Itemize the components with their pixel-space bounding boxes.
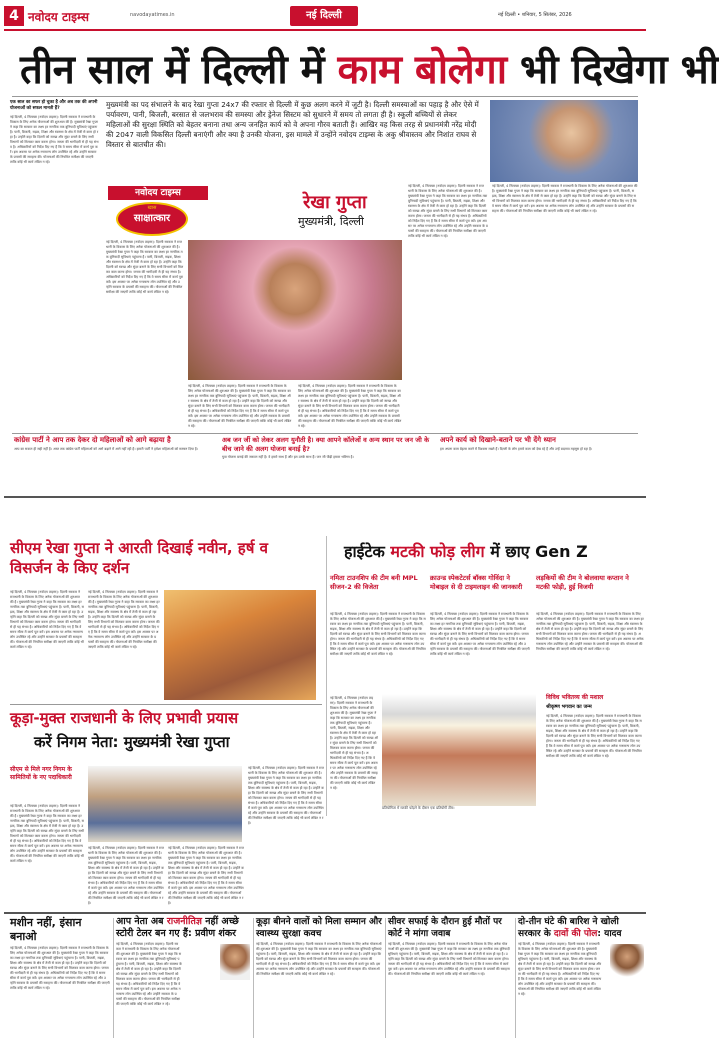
gen-z-headline bbox=[344, 540, 644, 568]
arti-headline: सीएम रेखा गुप्ता ने आरती दिखाई नवीन, हर्ष व विसर्जन के किए दर्शन bbox=[10, 539, 269, 577]
qbox-congress-body: आप का सवाल ही सही नहीं है। आज तक कांग्रेस पार्टी महिलाओं को आगे बढ़ाने में आगे नहीं रही है। हमारी पार्टी ने हमेशा महिलाओं को सम्मान दिया है। bbox=[14, 447, 199, 451]
interview-tag-big: साक्षात्कार bbox=[133, 213, 171, 224]
kuda-headline-2: करें निगम नेता: मुख्यमंत्री रेखा गुप्ता bbox=[34, 733, 230, 751]
qbox-gen-z-title: अब जन जीं को लेकर अलग युनौती है। क्या आपने कॉलेजों व अन्य स्थान पर जन जी के बीच जाने की अलग योजना बनाई है? bbox=[222, 436, 430, 453]
gen-z-col-3: नई दिल्ली, 4 सितम्बर (नवोदय टाइम्स): दिल्ली सरकार ने राजधानी के विकास के लिए अनेक योजनाओं की शुरुआत की है। मुख्यमंत्री रेखा गुप्ता ने कहा कि सरकार का लक्ष्य हर नागरिक तक बुनियादी सुविधाएं पहुंचाना है। पानी, बिजली, सड़क, शिक्षा और स्वास्थ्य के क्षेत्र में तेजी से काम हो रहा है। उन्होंने कहा कि दिल्ली को स्वच्छ और सुंदर बनाने के लिए सभी विभागों को मिलकर काम करना होगा। जनता की भागीदारी से ही यह संभव है। अधिकारियों को निर्देश दिए गए हैं कि वे समय सीमा में कार्य पूरा करें। इस अवसर पर अनेक गणमान्य लोग उपस्थित रहे और उन्होंने सरकार के प्रयासों की सराहना की। योजनाओं की नियमित समीक्षा की जाएगी ताकि कोई भी कार्य लंबित न रहे। bbox=[536, 612, 644, 651]
interview-designation: मुख्यमंत्री, दिल्ली bbox=[298, 215, 364, 228]
gen-z-right-col: नई दिल्ली, 4 सितम्बर (नवोदय टाइम्स): दिल्ली सरकार ने राजधानी के विकास के लिए अनेक योजनाओं की शुरुआत की है। मुख्यमंत्री रेखा गुप्ता ने कहा कि सरकार का लक्ष्य हर नागरिक तक बुनियादी सुविधाएं पहुंचाना है। पानी, बिजली, सड़क, शिक्षा और स्वास्थ्य के क्षेत्र में तेजी से काम हो रहा है। उन्होंने कहा कि दिल्ली को स्वच्छ और सुंदर बनाने के लिए सभी विभागों को मिलकर काम करना होगा। जनता की भागीदारी से ही यह संभव है। अधिकारियों को निर्देश दिए गए हैं कि वे समय सीमा में कार्य पूरा करें। इस अवसर पर अनेक गणमान्य लोग उपस्थित रहे और उन्होंने सरकार के प्रयासों की सराहना की। योजनाओं की नियमित समीक्षा की जाएगी ताकि कोई भी कार्य लंबित न रहे। bbox=[546, 714, 642, 758]
qbox-gen-z-body: युवा योजना बनाई की जरूरत नहीं है। वे हमारे साथ हैं और हम उनके साथ हैं। जन जी पीढ़ी हमारा भविष्य है। bbox=[222, 455, 354, 459]
bottom-story-4-title: सीवर सफाई के दौरान हुई मौतों पर कोर्ट ने मांगा जवाब bbox=[388, 917, 502, 939]
cm-portrait-top bbox=[490, 100, 638, 182]
bottom-story-5-title bbox=[518, 916, 644, 940]
matki-photo-caption: प्रतियोगिता में मटकी फोड़ने के दौरान एक प्रतियोगी टीम। bbox=[382, 806, 455, 810]
bottom-story-4 bbox=[388, 916, 512, 1038]
masthead-url: navodayatimes.in bbox=[130, 12, 175, 18]
qbox-congress-title: कांग्रेस पार्टी ने आप तक देकर दो महिलाओं को आगे बढ़ाया है bbox=[14, 436, 171, 444]
gen-z-col-left: नई दिल्ली, 4 सितम्बर (नवोदय टाइम्स): दिल्ली सरकार ने राजधानी के विकास के लिए अनेक योजनाओं की शुरुआत की है। मुख्यमंत्री रेखा गुप्ता ने कहा कि सरकार का लक्ष्य हर नागरिक तक बुनियादी सुविधाएं पहुंचाना है। पानी, बिजली, सड़क, शिक्षा और स्वास्थ्य के क्षेत्र में तेजी से काम हो रहा है। उन्होंने कहा कि दिल्ली को स्वच्छ और सुंदर बनाने के लिए सभी विभागों को मिलकर काम करना होगा। जनता की भागीदारी से ही यह संभव है। अधिकारियों को निर्देश दिए गए हैं कि वे समय सीमा में कार्य पूरा करें। इस अवसर पर अनेक गणमान्य लोग उपस्थित रहे और उन्होंने सरकार के प्रयासों की सराहना की। योजनाओं की नियमित समीक्षा की जाएगी ताकि कोई भी कार्य लंबित न रहे। bbox=[330, 696, 378, 790]
gen-z-sub-2: क्राउन्ड स्पेकटेटर्स बॉक्स गोविंदा ने मोबाइल से दी टाइमलाइन की जानकारी bbox=[430, 574, 523, 591]
gen-z-sub-1: नमिता टाउनशिप की टीम बनी MPL सीजन-2 की विजेता bbox=[330, 574, 418, 591]
qbox-work-body: हम अपना काम बेहतर करने में विश्वास रखते हैं। दिल्ली के लोग हमारे काम को देख रहे हैं और उन्हें बदलाव महसूस हो रहा है। bbox=[440, 447, 593, 451]
bottom-story-1-body: नई दिल्ली, 4 सितम्बर (नवोदय टाइम्स): दिल्ली सरकार ने राजधानी के विकास के लिए अनेक योजनाओं की शुरुआत की है। मुख्यमंत्री रेखा गुप्ता ने कहा कि सरकार का लक्ष्य हर नागरिक तक बुनियादी सुविधाएं पहुंचाना है। पानी, बिजली, सड़क, शिक्षा और स्वास्थ्य के क्षेत्र में तेजी से काम हो रहा है। उन्होंने कहा कि दिल्ली को स्वच्छ और सुंदर बनाने के लिए सभी विभागों को मिलकर काम करना होगा। जनता की भागीदारी से ही यह संभव है। अधिकारियों को निर्देश दिए गए हैं कि वे समय सीमा में कार्य पूरा करें। इस अवसर पर अनेक गणमान्य लोग उपस्थित रहे और उन्होंने सरकार के प्रयासों की सराहना की। योजनाओं की नियमित समीक्षा की जाएगी ताकि कोई भी कार्य लंबित न रहे। bbox=[10, 946, 110, 990]
bottom-story-3-title: कूड़ा बीनने वालों को मिला सम्मान और स्वास्थ्य सुरक्षा कवच bbox=[256, 917, 382, 939]
interview-col-4: नई दिल्ली, 4 सितम्बर (नवोदय टाइम्स): दिल्ली सरकार ने राजधानी के विकास के लिए अनेक योजनाओं की शुरुआत की है। मुख्यमंत्री रेखा गुप्ता ने कहा कि सरकार का लक्ष्य हर नागरिक तक बुनियादी सुविधाएं पहुंचाना है। पानी, बिजली, सड़क, शिक्षा और स्वास्थ्य के क्षेत्र में तेजी से काम हो रहा है। उन्होंने कहा कि दिल्ली को स्वच्छ और सुंदर बनाने के लिए सभी विभागों को मिलकर काम करना होगा। जनता की भागीदारी से ही यह संभव है। अधिकारियों को निर्देश दिए गए हैं कि वे समय सीमा में कार्य पूरा करें। इस अवसर पर अनेक गणमान्य लोग उपस्थित रहे और उन्होंने सरकार के प्रयासों की सराहना की। योजनाओं की नियमित समीक्षा की जाएगी ताकि कोई भी कार्य लंबित न रहे। bbox=[298, 384, 402, 428]
headline-highlight: काम बोलेगा bbox=[337, 47, 507, 93]
section-rule-1 bbox=[4, 496, 646, 498]
bottom-divider-2 bbox=[253, 918, 254, 1038]
interview-col-5: नई दिल्ली, 4 सितम्बर (नवोदय टाइम्स): दिल्ली सरकार ने राजधानी के विकास के लिए अनेक योजनाओं की शुरुआत की है। मुख्यमंत्री रेखा गुप्ता ने कहा कि सरकार का लक्ष्य हर नागरिक तक बुनियादी सुविधाएं पहुंचाना है। पानी, बिजली, सड़क, शिक्षा और स्वास्थ्य के क्षेत्र में तेजी से काम हो रहा है। उन्होंने कहा कि दिल्ली को स्वच्छ और सुंदर बनाने के लिए सभी विभागों को मिलकर काम करना होगा। जनता की भागीदारी से ही यह संभव है। अधिकारियों को निर्देश दिए गए हैं कि वे समय सीमा में कार्य पूरा करें। इस अवसर पर अनेक गणमान्य लोग उपस्थित रहे और उन्होंने सरकार के प्रयासों की सराहना की। योजनाओं की नियमित समीक्षा की जाएगी ताकि कोई भी कार्य लंबित न रहे। bbox=[408, 184, 488, 238]
masthead-logo: नवोदय टाइम्स bbox=[28, 10, 90, 24]
bottom-story-2 bbox=[116, 916, 250, 1038]
arti-photo bbox=[164, 590, 316, 700]
headline-part2: भी दिखेगा भी bbox=[506, 47, 719, 93]
praveen-shankar-photo bbox=[220, 944, 250, 980]
gen-z-right-sub: श्रीकृष्ण भगवान का जन्म bbox=[546, 704, 592, 710]
bottom-story-3 bbox=[256, 916, 382, 1038]
lead-paragraph: मुख्यमंत्री का पद संभालने के बाद रेखा गुप्ता 24x7 की रफ्तार से दिल्ली में कुछ अलग करने में जुटी है। दिल्ली समस्याओं का पहाड़ है और ऐसे में पर्यावरण, पानी, बिजली, बरसात से जलभराव की समस्या और ड्रेनेज सिस्टम को सुधारने में समय तो लगता ही है। स्कूली बच्चियों से लेकर महिलाओं की सुरक्षा स्थिति को बेहतर बनाना तथा अन्य जनहित कार्य को वे अपना गौरव बताती हैं। आखिर वह किस तरह से प्रधानमंत्री नरेंद्र मोदी की 2047 वाली विकसित दिल्ली बनाएंगी और क्या है उनकी योजना, इस मामले में उन्होंने नवोदय टाइम्स के अकु श्रीवास्तव और निशांत राघव से विस्तार से बातचीत की। bbox=[106, 100, 479, 149]
gen-z-highlight: मटकी फोड़ लीग bbox=[390, 542, 485, 561]
interview-col-1 bbox=[10, 100, 100, 430]
kuda-col-3: नई दिल्ली, 4 सितम्बर (नवोदय टाइम्स): दिल्ली सरकार ने राजधानी के विकास के लिए अनेक योजनाओं की शुरुआत की है। मुख्यमंत्री रेखा गुप्ता ने कहा कि सरकार का लक्ष्य हर नागरिक तक बुनियादी सुविधाएं पहुंचाना है। पानी, बिजली, सड़क, शिक्षा और स्वास्थ्य के क्षेत्र में तेजी से काम हो रहा है। उन्होंने कहा कि दिल्ली को स्वच्छ और सुंदर बनाने के लिए सभी विभागों को मिलकर काम करना होगा। जनता की भागीदारी से ही यह संभव है। अधिकारियों को निर्देश दिए गए हैं कि वे समय सीमा में कार्य पूरा करें। इस अवसर पर अनेक गणमान्य लोग उपस्थित रहे और उन्होंने सरकार के प्रयासों की सराहना की। योजनाओं की नियमित समीक्षा की जाएगी ताकि कोई भी कार्य लंबित न रहे। bbox=[168, 846, 244, 905]
kuda-box-title: सीएम से मिले नगर निगम के सामितियों के नए पदाधिकारी bbox=[10, 766, 72, 781]
qbox-work bbox=[440, 436, 638, 492]
interview-name: रेखा गुप्ता bbox=[303, 192, 367, 213]
headline-part1: तीन साल में दिल्ली में bbox=[20, 47, 338, 93]
bottom-story-5 bbox=[518, 916, 644, 1038]
matki-phod-photo bbox=[382, 694, 536, 806]
date-line: नई दिल्ली • शनिवार, 5 सितंबर, 2026 bbox=[498, 12, 572, 18]
section-split bbox=[326, 536, 327, 816]
gen-z-col-1: नई दिल्ली, 4 सितम्बर (नवोदय टाइम्स): दिल्ली सरकार ने राजधानी के विकास के लिए अनेक योजनाओं की शुरुआत की है। मुख्यमंत्री रेखा गुप्ता ने कहा कि सरकार का लक्ष्य हर नागरिक तक बुनियादी सुविधाएं पहुंचाना है। पानी, बिजली, सड़क, शिक्षा और स्वास्थ्य के क्षेत्र में तेजी से काम हो रहा है। उन्होंने कहा कि दिल्ली को स्वच्छ और सुंदर बनाने के लिए सभी विभागों को मिलकर काम करना होगा। जनता की भागीदारी से ही यह संभव है। अधिकारियों को निर्देश दिए गए हैं कि वे समय सीमा में कार्य पूरा करें। इस अवसर पर अनेक गणमान्य लोग उपस्थित रहे और उन्होंने सरकार के प्रयासों की सराहना की। योजनाओं की नियमित समीक्षा की जाएगी ताकि कोई भी कार्य लंबित न रहे। bbox=[330, 612, 426, 656]
bottom-story-4-body: नई दिल्ली, 4 सितम्बर (नवोदय टाइम्स): दिल्ली सरकार ने राजधानी के विकास के लिए अनेक योजनाओं की शुरुआत की है। मुख्यमंत्री रेखा गुप्ता ने कहा कि सरकार का लक्ष्य हर नागरिक तक बुनियादी सुविधाएं पहुंचाना है। पानी, बिजली, सड़क, शिक्षा और स्वास्थ्य के क्षेत्र में तेजी से काम हो रहा है। उन्होंने कहा कि दिल्ली को स्वच्छ और सुंदर बनाने के लिए सभी विभागों को मिलकर काम करना होगा। जनता की भागीदारी से ही यह संभव है। अधिकारियों को निर्देश दिए गए हैं कि वे समय सीमा में कार्य पूरा करें। इस अवसर पर अनेक गणमान्य लोग उपस्थित रहे और उन्होंने सरकार के प्रयासों की सराहना की। योजनाओं की नियमित समीक्षा की जाएगी ताकि कोई भी कार्य लंबित न रहे। bbox=[388, 942, 510, 976]
arti-col-1: नई दिल्ली, 4 सितम्बर (नवोदय टाइम्स): दिल्ली सरकार ने राजधानी के विकास के लिए अनेक योजनाओं की शुरुआत की है। मुख्यमंत्री रेखा गुप्ता ने कहा कि सरकार का लक्ष्य हर नागरिक तक बुनियादी सुविधाएं पहुंचाना है। पानी, बिजली, सड़क, शिक्षा और स्वास्थ्य के क्षेत्र में तेजी से काम हो रहा है। उन्होंने कहा कि दिल्ली को स्वच्छ और सुंदर बनाने के लिए सभी विभागों को मिलकर काम करना होगा। जनता की भागीदारी से ही यह संभव है। अधिकारियों को निर्देश दिए गए हैं कि वे समय सीमा में कार्य पूरा करें। इस अवसर पर अनेक गणमान्य लोग उपस्थित रहे और उन्होंने सरकार के प्रयासों की सराहना की। योजनाओं की नियमित समीक्षा की जाएगी ताकि कोई भी कार्य लंबित न रहे। bbox=[10, 590, 85, 649]
bottom-divider-4 bbox=[515, 918, 516, 1038]
bottom-story-1 bbox=[10, 916, 110, 1038]
city-tab: नई दिल्ली bbox=[290, 6, 358, 26]
bottom-story-2-body: नई दिल्ली, 4 सितम्बर (नवोदय टाइम्स): दिल्ली सरकार ने राजधानी के विकास के लिए अनेक योजनाओं की शुरुआत की है। मुख्यमंत्री रेखा गुप्ता ने कहा कि सरकार का लक्ष्य हर नागरिक तक बुनियादी सुविधाएं पहुंचाना है। पानी, बिजली, सड़क, शिक्षा और स्वास्थ्य के क्षेत्र में तेजी से काम हो रहा है। उन्होंने कहा कि दिल्ली को स्वच्छ और सुंदर बनाने के लिए सभी विभागों को मिलकर काम करना होगा। जनता की भागीदारी से ही यह संभव है। अधिकारियों को निर्देश दिए गए हैं कि वे समय सीमा में कार्य पूरा करें। इस अवसर पर अनेक गणमान्य लोग उपस्थित रहे और उन्होंने सरकार के प्रयासों की सराहना की। योजनाओं की नियमित समीक्षा की जाएगी ताकि कोई भी कार्य लंबित न रहे। bbox=[116, 942, 182, 1006]
bottom-divider-3 bbox=[385, 918, 386, 1038]
gen-z-headline-1: हाईटेक bbox=[344, 542, 391, 561]
qbox-congress bbox=[14, 436, 214, 492]
brand-tag: नवोदय टाइम्स bbox=[108, 186, 208, 200]
bottom-story-5-title-1: दो-तीन घंटे की बारिश ने खोली सरकार के bbox=[518, 917, 619, 939]
bottom-story-2-title-2: नहीं अच्छे स्टोरी टेलर बन गए हैं: प्रवीण शंकर bbox=[116, 916, 239, 939]
interview-col-2: नई दिल्ली, 4 सितम्बर (नवोदय टाइम्स): दिल्ली सरकार ने राजधानी के विकास के लिए अनेक योजनाओं की शुरुआत की है। मुख्यमंत्री रेखा गुप्ता ने कहा कि सरकार का लक्ष्य हर नागरिक तक बुनियादी सुविधाएं पहुंचाना है। पानी, बिजली, सड़क, शिक्षा और स्वास्थ्य के क्षेत्र में तेजी से काम हो रहा है। उन्होंने कहा कि दिल्ली को स्वच्छ और सुंदर बनाने के लिए सभी विभागों को मिलकर काम करना होगा। जनता की भागीदारी से ही यह संभव है। अधिकारियों को निर्देश दिए गए हैं कि वे समय सीमा में कार्य पूरा करें। इस अवसर पर अनेक गणमान्य लोग उपस्थित रहे और उन्होंने सरकार के प्रयासों की सराहना की। योजनाओं की नियमित समीक्षा की जाएगी ताकि कोई भी कार्य लंबित न रहे। bbox=[106, 240, 184, 294]
bottom-story-1-title: मशीन नहीं, इंसान बनाओ bbox=[10, 916, 82, 943]
bottom-story-3-body: नई दिल्ली, 4 सितम्बर (नवोदय टाइम्स): दिल्ली सरकार ने राजधानी के विकास के लिए अनेक योजनाओं की शुरुआत की है। मुख्यमंत्री रेखा गुप्ता ने कहा कि सरकार का लक्ष्य हर नागरिक तक बुनियादी सुविधाएं पहुंचाना है। पानी, बिजली, सड़क, शिक्षा और स्वास्थ्य के क्षेत्र में तेजी से काम हो रहा है। उन्होंने कहा कि दिल्ली को स्वच्छ और सुंदर बनाने के लिए सभी विभागों को मिलकर काम करना होगा। जनता की भागीदारी से ही यह संभव है। अधिकारियों को निर्देश दिए गए हैं कि वे समय सीमा में कार्य पूरा करें। इस अवसर पर अनेक गणमान्य लोग उपस्थित रहे और उन्होंने सरकार के प्रयासों की सराहना की। योजनाओं की नियमित समीक्षा की जाएगी ताकि कोई भी कार्य लंबित न रहे। bbox=[256, 942, 382, 976]
kuda-col-1: नई दिल्ली, 4 सितम्बर (नवोदय टाइम्स): दिल्ली सरकार ने राजधानी के विकास के लिए अनेक योजनाओं की शुरुआत की है। मुख्यमंत्री रेखा गुप्ता ने कहा कि सरकार का लक्ष्य हर नागरिक तक बुनियादी सुविधाएं पहुंचाना है। पानी, बिजली, सड़क, शिक्षा और स्वास्थ्य के क्षेत्र में तेजी से काम हो रहा है। उन्होंने कहा कि दिल्ली को स्वच्छ और सुंदर बनाने के लिए सभी विभागों को मिलकर काम करना होगा। जनता की भागीदारी से ही यह संभव है। अधिकारियों को निर्देश दिए गए हैं कि वे समय सीमा में कार्य पूरा करें। इस अवसर पर अनेक गणमान्य लोग उपस्थित रहे और उन्होंने सरकार के प्रयासों की सराहना की। योजनाओं की नियमित समीक्षा की जाएगी ताकि कोई भी कार्य लंबित न रहे। bbox=[10, 804, 85, 863]
arti-col-2: नई दिल्ली, 4 सितम्बर (नवोदय टाइम्स): दिल्ली सरकार ने राजधानी के विकास के लिए अनेक योजनाओं की शुरुआत की है। मुख्यमंत्री रेखा गुप्ता ने कहा कि सरकार का लक्ष्य हर नागरिक तक बुनियादी सुविधाएं पहुंचाना है। पानी, बिजली, सड़क, शिक्षा और स्वास्थ्य के क्षेत्र में तेजी से काम हो रहा है। उन्होंने कहा कि दिल्ली को स्वच्छ और सुंदर बनाने के लिए सभी विभागों को मिलकर काम करना होगा। जनता की भागीदारी से ही यह संभव है। अधिकारियों को निर्देश दिए गए हैं कि वे समय सीमा में कार्य पूरा करें। इस अवसर पर अनेक गणमान्य लोग उपस्थित रहे और उन्होंने सरकार के प्रयासों की सराहना की। योजनाओं की नियमित समीक्षा की जाएगी ताकि कोई भी कार्य लंबित न रहे। bbox=[88, 590, 160, 649]
bottom-story-2-title bbox=[116, 916, 250, 940]
bottom-story-2-highlight: राजनीतिज्ञ bbox=[166, 916, 202, 927]
gen-z-sub-3: लड़कियों की टीम ने बोलवाया कप्तान ने मटकी फोड़ी, हुई विजयी bbox=[536, 574, 629, 591]
interview-tag-small: खास bbox=[147, 205, 157, 211]
main-headline bbox=[20, 46, 719, 94]
col1-intro: एक साल का सफर हो चुका है और अब तक की अपनी योजनाओं को सफल मानती हैं? bbox=[10, 100, 98, 111]
kuda-photo bbox=[88, 766, 242, 842]
page-number: 4 bbox=[4, 6, 24, 26]
qbox-work-title: अपने कार्य को दिखाने-बताने पर भी देंगे ध्यान bbox=[440, 436, 556, 444]
interview-seal bbox=[116, 202, 188, 236]
bottom-story-5-highlight: दावों की पोल bbox=[553, 929, 598, 939]
qbox-gen-z bbox=[222, 436, 432, 492]
qbox-rule bbox=[12, 433, 638, 434]
kuda-rule bbox=[10, 704, 322, 705]
interview-badge-area bbox=[108, 184, 438, 238]
cm-interview-photo bbox=[188, 240, 402, 380]
interview-col-6: नई दिल्ली, 4 सितम्बर (नवोदय टाइम्स): दिल्ली सरकार ने राजधानी के विकास के लिए अनेक योजनाओं की शुरुआत की है। मुख्यमंत्री रेखा गुप्ता ने कहा कि सरकार का लक्ष्य हर नागरिक तक बुनियादी सुविधाएं पहुंचाना है। पानी, बिजली, सड़क, शिक्षा और स्वास्थ्य के क्षेत्र में तेजी से काम हो रहा है। उन्होंने कहा कि दिल्ली को स्वच्छ और सुंदर बनाने के लिए सभी विभागों को मिलकर काम करना होगा। जनता की भागीदारी से ही यह संभव है। अधिकारियों को निर्देश दिए गए हैं कि वे समय सीमा में कार्य पूरा करें। इस अवसर पर अनेक गणमान्य लोग उपस्थित रहे और उन्होंने सरकार के प्रयासों की सराहना की। योजनाओं की नियमित समीक्षा की जाएगी ताकि कोई भी कार्य लंबित न रहे। bbox=[492, 184, 638, 213]
kuda-col-4: नई दिल्ली, 4 सितम्बर (नवोदय टाइम्स): दिल्ली सरकार ने राजधानी के विकास के लिए अनेक योजनाओं की शुरुआत की है। मुख्यमंत्री रेखा गुप्ता ने कहा कि सरकार का लक्ष्य हर नागरिक तक बुनियादी सुविधाएं पहुंचाना है। पानी, बिजली, सड़क, शिक्षा और स्वास्थ्य के क्षेत्र में तेजी से काम हो रहा है। उन्होंने कहा कि दिल्ली को स्वच्छ और सुंदर बनाने के लिए सभी विभागों को मिलकर काम करना होगा। जनता की भागीदारी से ही यह संभव है। अधिकारियों को निर्देश दिए गए हैं कि वे समय सीमा में कार्य पूरा करें। इस अवसर पर अनेक गणमान्य लोग उपस्थित रहे और उन्होंने सरकार के प्रयासों की सराहना की। योजनाओं की नियमित समीक्षा की जाएगी ताकि कोई भी कार्य लंबित न रहे। bbox=[248, 766, 324, 825]
bottom-story-2-title-1: आप नेता अब bbox=[116, 916, 167, 927]
kuda-headline-1: कूड़ा-मुक्त राजधानी के लिए प्रभावी प्रयास bbox=[10, 709, 239, 727]
masthead bbox=[0, 0, 650, 30]
kuda-col-2: नई दिल्ली, 4 सितम्बर (नवोदय टाइम्स): दिल्ली सरकार ने राजधानी के विकास के लिए अनेक योजनाओं की शुरुआत की है। मुख्यमंत्री रेखा गुप्ता ने कहा कि सरकार का लक्ष्य हर नागरिक तक बुनियादी सुविधाएं पहुंचाना है। पानी, बिजली, सड़क, शिक्षा और स्वास्थ्य के क्षेत्र में तेजी से काम हो रहा है। उन्होंने कहा कि दिल्ली को स्वच्छ और सुंदर बनाने के लिए सभी विभागों को मिलकर काम करना होगा। जनता की भागीदारी से ही यह संभव है। अधिकारियों को निर्देश दिए गए हैं कि वे समय सीमा में कार्य पूरा करें। इस अवसर पर अनेक गणमान्य लोग उपस्थित रहे और उन्होंने सरकार के प्रयासों की सराहना की। योजनाओं की नियमित समीक्षा की जाएगी ताकि कोई भी कार्य लंबित न रहे। bbox=[88, 846, 164, 905]
interview-col-3: नई दिल्ली, 4 सितम्बर (नवोदय टाइम्स): दिल्ली सरकार ने राजधानी के विकास के लिए अनेक योजनाओं की शुरुआत की है। मुख्यमंत्री रेखा गुप्ता ने कहा कि सरकार का लक्ष्य हर नागरिक तक बुनियादी सुविधाएं पहुंचाना है। पानी, बिजली, सड़क, शिक्षा और स्वास्थ्य के क्षेत्र में तेजी से काम हो रहा है। उन्होंने कहा कि दिल्ली को स्वच्छ और सुंदर बनाने के लिए सभी विभागों को मिलकर काम करना होगा। जनता की भागीदारी से ही यह संभव है। अधिकारियों को निर्देश दिए गए हैं कि वे समय सीमा में कार्य पूरा करें। इस अवसर पर अनेक गणमान्य लोग उपस्थित रहे और उन्होंने सरकार के प्रयासों की सराहना की। योजनाओं की नियमित समीक्षा की जाएगी ताकि कोई भी कार्य लंबित न रहे। bbox=[188, 384, 292, 428]
bottom-story-5-body: नई दिल्ली, 4 सितम्बर (नवोदय टाइम्स): दिल्ली सरकार ने राजधानी के विकास के लिए अनेक योजनाओं की शुरुआत की है। मुख्यमंत्री रेखा गुप्ता ने कहा कि सरकार का लक्ष्य हर नागरिक तक बुनियादी सुविधाएं पहुंचाना है। पानी, बिजली, सड़क, शिक्षा और स्वास्थ्य के क्षेत्र में तेजी से काम हो रहा है। उन्होंने कहा कि दिल्ली को स्वच्छ और सुंदर बनाने के लिए सभी विभागों को मिलकर काम करना होगा। जनता की भागीदारी से ही यह संभव है। अधिकारियों को निर्देश दिए गए हैं कि वे समय सीमा में कार्य पूरा करें। इस अवसर पर अनेक गणमान्य लोग उपस्थित रहे और उन्होंने सरकार के प्रयासों की सराहना की। योजनाओं की नियमित समीक्षा की जाएगी ताकि कोई भी कार्य लंबित न रहे। bbox=[518, 942, 602, 996]
gen-z-right-head: विविध भवितव्य की मशाल bbox=[546, 694, 604, 701]
gen-z-col-2: नई दिल्ली, 4 सितम्बर (नवोदय टाइम्स): दिल्ली सरकार ने राजधानी के विकास के लिए अनेक योजनाओं की शुरुआत की है। मुख्यमंत्री रेखा गुप्ता ने कहा कि सरकार का लक्ष्य हर नागरिक तक बुनियादी सुविधाएं पहुंचाना है। पानी, बिजली, सड़क, शिक्षा और स्वास्थ्य के क्षेत्र में तेजी से काम हो रहा है। उन्होंने कहा कि दिल्ली को स्वच्छ और सुंदर बनाने के लिए सभी विभागों को मिलकर काम करना होगा। जनता की भागीदारी से ही यह संभव है। अधिकारियों को निर्देश दिए गए हैं कि वे समय सीमा में कार्य पूरा करें। इस अवसर पर अनेक गणमान्य लोग उपस्थित रहे और उन्होंने सरकार के प्रयासों की सराहना की। योजनाओं की नियमित समीक्षा की जाएगी ताकि कोई भी कार्य लंबित न रहे। bbox=[430, 612, 530, 656]
bottom-divider-1 bbox=[113, 918, 114, 1038]
col1-text: नई दिल्ली, 4 सितम्बर (नवोदय टाइम्स): दिल्ली सरकार ने राजधानी के विकास के लिए अनेक योजनाओं की शुरुआत की है। मुख्यमंत्री रेखा गुप्ता ने कहा कि सरकार का लक्ष्य हर नागरिक तक बुनियादी सुविधाएं पहुंचाना है। पानी, बिजली, सड़क, शिक्षा और स्वास्थ्य के क्षेत्र में तेजी से काम हो रहा है। उन्होंने कहा कि दिल्ली को स्वच्छ और सुंदर बनाने के लिए सभी विभागों को मिलकर काम करना होगा। जनता की भागीदारी से ही यह संभव है। अधिकारियों को निर्देश दिए गए हैं कि वे समय सीमा में कार्य पूरा करें। इस अवसर पर अनेक गणमान्य लोग उपस्थित रहे और उन्होंने सरकार के प्रयासों की सराहना की। योजनाओं की नियमित समीक्षा की जाएगी ताकि कोई भी कार्य लंबित न रहे। bbox=[10, 115, 99, 164]
bottom-rule bbox=[4, 912, 646, 914]
bottom-story-5-title-2: : यादव bbox=[597, 929, 622, 939]
gen-z-headline-2: में छाए Gen Z bbox=[484, 542, 588, 561]
headline-rule bbox=[12, 96, 638, 97]
yadav-photo bbox=[610, 944, 644, 980]
masthead-rule bbox=[4, 29, 646, 31]
